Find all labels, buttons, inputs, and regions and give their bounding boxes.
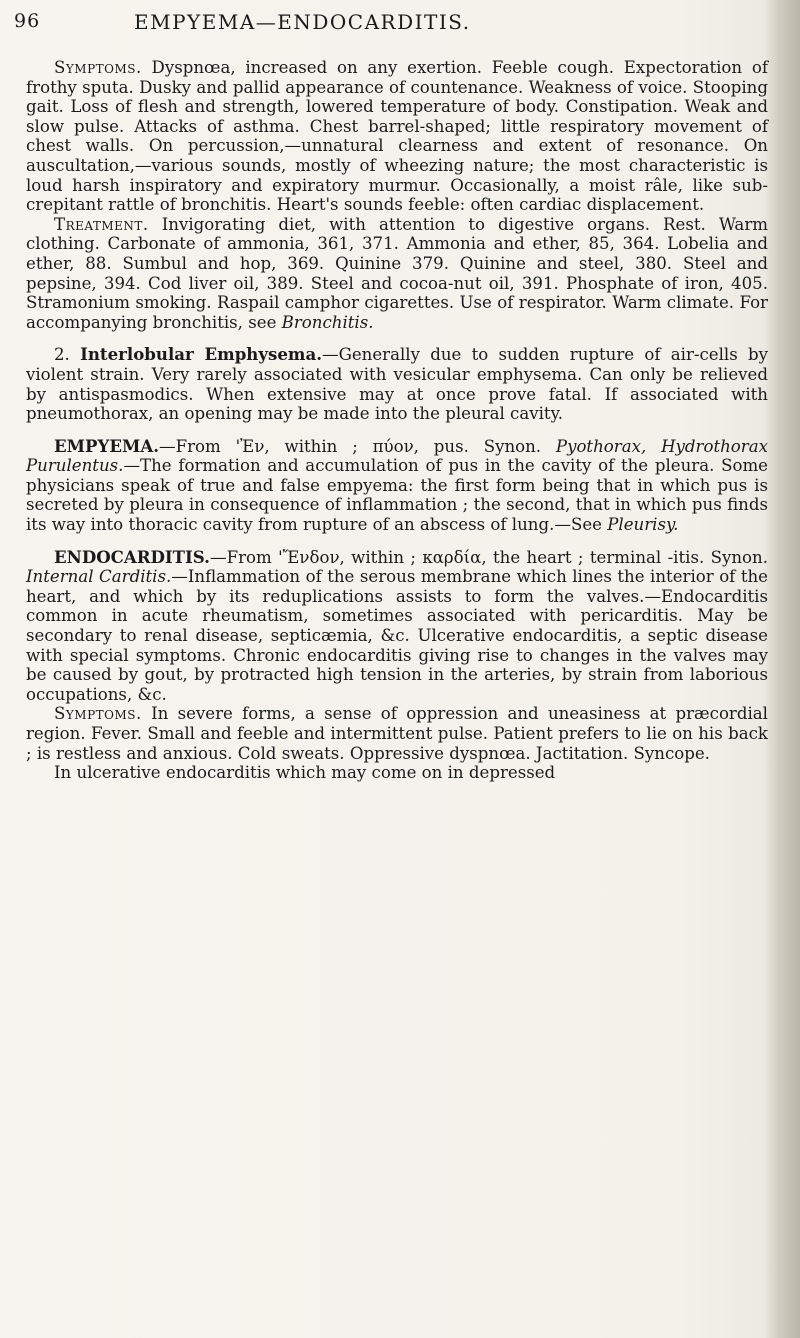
- interlobular-paragraph: [26, 345, 768, 423]
- page-header: [0, 10, 770, 40]
- etymology: —From 'Ἔνδον, within ; καρδία, the heart ; terminal -itis. Synon.: [209, 547, 768, 567]
- page-edge: [766, 0, 800, 1338]
- section-heading: Interlobular Emphysema.: [80, 344, 322, 365]
- item-number: 2.: [54, 345, 70, 365]
- page-number: 96: [14, 10, 41, 32]
- section-heading: Treatment.: [54, 214, 149, 234]
- section-heading: Symptoms.: [54, 58, 142, 77]
- cross-reference: Pleurisy.: [607, 515, 679, 535]
- treatment-paragraph: [26, 215, 768, 333]
- paragraph-text: In ulcerative endocarditis which may come on in depressed: [54, 763, 556, 783]
- page-body: [26, 58, 768, 783]
- running-title: EMPYEMA—ENDOCARDITIS.: [134, 10, 471, 34]
- section-heading: Symptoms.: [54, 704, 142, 724]
- paragraph-text: Dyspnœa, increased on any exertion. Feeble cough. Expectoration of frothy sputa. Dusky and pallid appearance of countenance. Weakness of voice. Stooping gait. Loss of flesh and strength, lowered temperature of body. Constipation. Weak and slow pulse. Attacks of asthma. Chest barrel-shaped; little respiratory movement of chest walls. On percussion,—unnatural clearness and extent of resonance. On auscultation,—various sounds, mostly of wheezing nature; the most characteristic is loud harsh inspiratory and expiratory murmur. Occasionally, a moist râle, like sub-crepitant rattle of bronchitis. Heart's sounds feeble: often cardiac displacement.: [26, 58, 768, 215]
- final-line: [26, 763, 768, 783]
- paragraph-text: —Generally due to sudden rupture of air-cells by violent strain. Very rarely associated with vesicular emphysema. Can only be relieved by antispasmodics. When extensive may at once prove fatal. If associated with pneumothorax, an opening may be made into the pleural cavity.: [26, 345, 768, 424]
- entry-heading: EMPYEMA.: [54, 435, 160, 456]
- endocarditis-entry: [26, 548, 768, 705]
- cross-reference: Bronchitis.: [281, 312, 374, 332]
- synonyms: Pyothorax, Hydrothorax Purulentus.: [26, 436, 768, 476]
- empyema-entry: [26, 437, 768, 535]
- paragraph-text: —The formation and accumulation of pus in the cavity of the pleura. Some physicians speak of true and false empyema: the first form being that in which pus is secreted by pleura in consequence of inflammation ; the second, that in which pus finds its way into thoracic cavity from rupture of an abscess of lung.—See: [26, 456, 768, 535]
- paragraph-text: Invigorating diet, with attention to digestive organs. Rest. Warm clothing. Carbonate of ammonia, 361, 371. Ammonia and ether, 85, 364. Lobelia and ether, 88. Sumbul and hop, 369. Quinine 379. Quinine and steel, 380. Steel and pepsine, 394. Cod liver oil, 389. Steel and cocoa-nut oil, 391. Phosphate of iron, 405. Stramonium smoking. Raspail camphor cigarettes. Use of respirator. Warm climate. For accompanying bronchitis, see: [26, 214, 768, 332]
- symptoms-paragraph: [26, 58, 768, 215]
- etymology: —From 'Ἐν, within ; πύον, pus. Synon.: [159, 436, 542, 456]
- symptoms-paragraph-2: [26, 704, 768, 763]
- paragraph-text: In severe forms, a sense of oppression and uneasiness at præcordial region. Fever. Small and feeble and intermittent pulse. Patient prefers to lie on his back ; is restless and anxious. Cold sweats. Oppressive dyspnœa. Jactitation. Syncope.: [26, 704, 768, 763]
- synonyms: Internal Carditis.: [26, 567, 172, 587]
- paragraph-text: —Inflammation of the serous membrane which lines the interior of the heart, and which by its reduplications assists to form the valves.—Endocarditis common in acute rheumatism, sometimes associated with pericarditis. May be secondary to renal disease, septicæmia, &c. Ulcerative endocarditis, a septic disease with special symptoms. Chronic endocarditis giving rise to changes in the valves may be caused by gout, by protracted high tension in the arteries, by strain from laborious occupations, &c.: [26, 567, 768, 704]
- entry-heading: ENDOCARDITIS.: [54, 546, 210, 567]
